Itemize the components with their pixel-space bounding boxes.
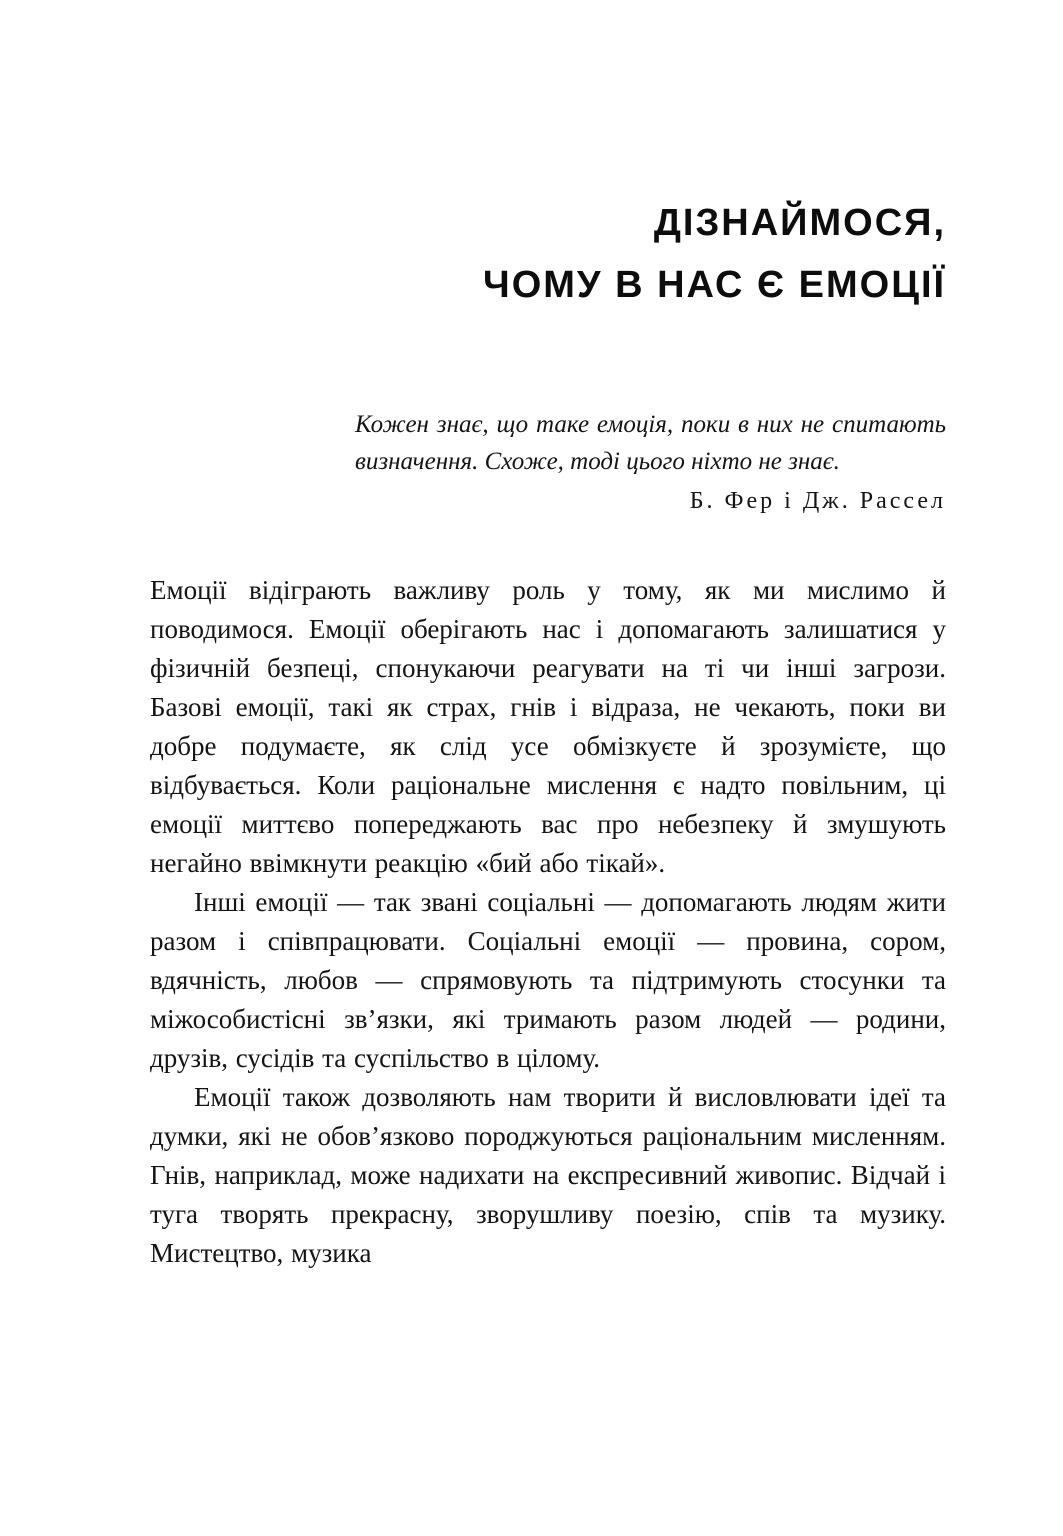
body-paragraph-3: Емоції також дозволяють нам творити й висловлювати ідеї та думки, які не обов’язково породжуються раціональним мисленням. Гнів, наприклад, може надихати на експресивний живопис. Відчай і туга творять прекрасну, зворушливу поезію, спів та музику. Мистецтво, музика [150, 1082, 946, 1268]
epigraph [355, 406, 946, 515]
epigraph-attribution: Б. Фер і Дж. Рассел [689, 488, 946, 514]
epigraph-text: Кожен знає, що таке емоція, поки в них не спитають визначення. Схоже, тоді цього ніхто не знає. [355, 411, 946, 475]
body-paragraph-2: Інші емоції — так звані соціальні — допомагають людям жити разом і співпрацювати. Соціальні емоції — провина, сором, вдячність, любов — спрямовують та підтримують стосунки та міжособистісні зв’язки, які тримають разом людей — родини, друзів, сусідів та суспільство в цілому. [150, 887, 946, 1073]
chapter-title-line-1: ДІЗНАЙМОСЯ, [653, 202, 946, 244]
chapter-title-line-2: ЧОМУ В НАС Є ЕМОЦІЇ [483, 264, 946, 306]
chapter-title [150, 192, 946, 316]
body-paragraph-1: Емоції відіграють важливу роль у тому, як ми мислимо й поводимося. Емоції оберігають нас і допомагають залишатися у фізичній безпеці, спонукаючи реагувати на ті чи інші загрози. Базові емоції, такі як страх, гнів і відраза, не чекають, поки ви добре подумаєте, як слід усе обмізкуєте й зрозумієте, що відбувається. Коли раціональне мислення є надто повільним, ці емоції миттєво попереджають вас про небезпеку й змушують негайно ввімкнути реакцію «бий або тікай». [150, 575, 946, 878]
chapter-body [150, 571, 946, 1273]
